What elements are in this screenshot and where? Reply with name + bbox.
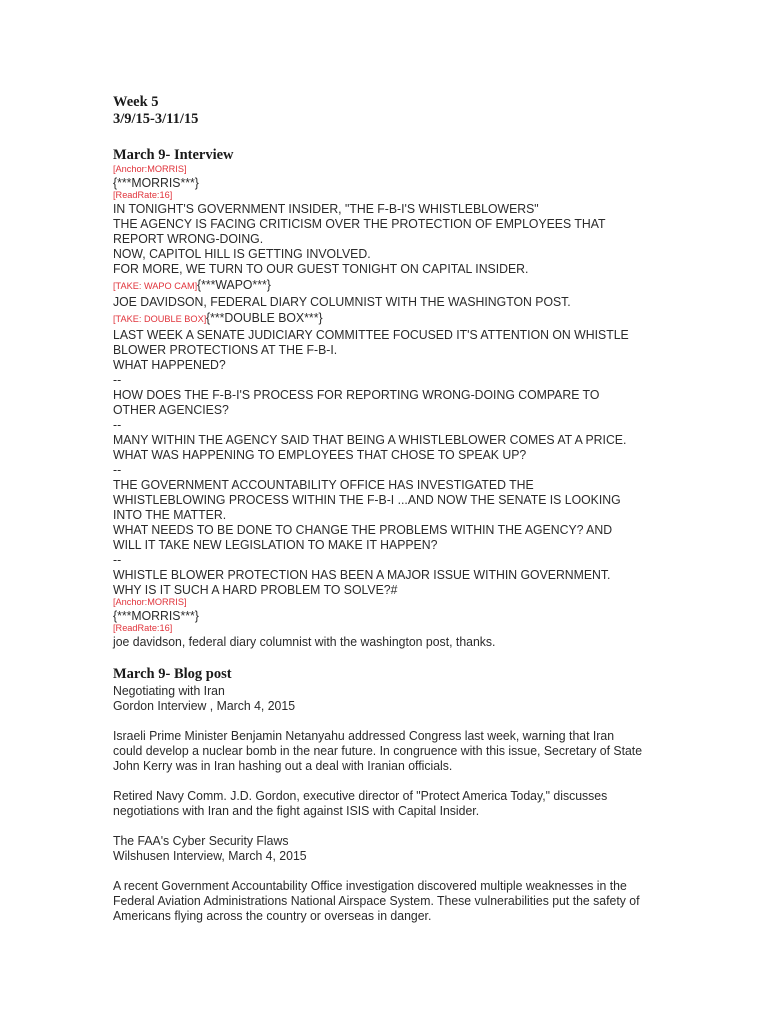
script-line: REPORT WRONG-DOING. bbox=[113, 231, 264, 246]
script-line: THE AGENCY IS FACING CRITICISM OVER THE PROTECTION OF EMPLOYEES THAT bbox=[113, 216, 606, 231]
post-paragraph-line: could develop a nuclear bomb in the near future. In congruence with this issue, Secretary of State bbox=[113, 743, 643, 758]
take-box-text: {***DOUBLE BOX***} bbox=[206, 310, 323, 325]
take-wapo-text: {***WAPO***} bbox=[197, 277, 272, 292]
take-wapo-line bbox=[113, 276, 673, 294]
take-box-line bbox=[113, 309, 673, 327]
script-line: THE GOVERNMENT ACCOUNTABILITY OFFICE HAS INVESTIGATED THE bbox=[113, 477, 534, 492]
script-line: HOW DOES THE F-B-I'S PROCESS FOR REPORTING WRONG-DOING COMPARE TO bbox=[113, 387, 600, 402]
readrate-tag: [ReadRate:16] bbox=[113, 190, 173, 200]
separator-line: -- bbox=[113, 417, 122, 432]
post-paragraph-line: Retired Navy Comm. J.D. Gordon, executive director of "Protect America Today," discusses bbox=[113, 788, 608, 803]
anchor-tag: [Anchor:MORRIS] bbox=[113, 597, 187, 607]
anchor-name: {***MORRIS***} bbox=[113, 175, 199, 190]
anchor-tag: [Anchor:MORRIS] bbox=[113, 164, 187, 174]
anchor-name: {***MORRIS***} bbox=[113, 608, 199, 623]
separator-line: -- bbox=[113, 552, 122, 567]
readrate-tag: [ReadRate:16] bbox=[113, 623, 173, 633]
post-title: Negotiating with Iran bbox=[113, 683, 225, 698]
closing-line: joe davidson, federal diary columnist with the washington post, thanks. bbox=[113, 634, 496, 649]
script-line: WHAT WAS HAPPENING TO EMPLOYEES THAT CHOSE TO SPEAK UP? bbox=[113, 447, 527, 462]
separator-line: -- bbox=[113, 372, 122, 387]
interview-heading: March 9- Interview bbox=[113, 147, 234, 163]
guest-line: JOE DAVIDSON, FEDERAL DIARY COLUMNIST WITH THE WASHINGTON POST. bbox=[113, 294, 571, 309]
week-title: Week 5 bbox=[113, 94, 159, 110]
script-line: NOW, CAPITOL HILL IS GETTING INVOLVED. bbox=[113, 246, 371, 261]
take-wapo-tag: [TAKE: WAPO CAM] bbox=[113, 281, 198, 291]
post-paragraph-line: John Kerry was in Iran hashing out a deal with Iranian officials. bbox=[113, 758, 453, 773]
script-line: LAST WEEK A SENATE JUDICIARY COMMITTEE FOCUSED IT'S ATTENTION ON WHISTLE bbox=[113, 327, 629, 342]
post-paragraph-line: Americans flying across the country or overseas in danger. bbox=[113, 908, 432, 923]
document-page bbox=[113, 94, 673, 923]
post-byline: Gordon Interview , March 4, 2015 bbox=[113, 698, 296, 713]
post-paragraph-line: Federal Aviation Administrations National Airspace System. These vulnerabilities put the safety of bbox=[113, 893, 640, 908]
post-byline: Wilshusen Interview, March 4, 2015 bbox=[113, 848, 307, 863]
take-box-tag: [TAKE: DOUBLE BOX] bbox=[113, 314, 207, 324]
script-line: WHISTLE BLOWER PROTECTION HAS BEEN A MAJOR ISSUE WITHIN GOVERNMENT. bbox=[113, 567, 611, 582]
post-title: The FAA's Cyber Security Flaws bbox=[113, 833, 289, 848]
separator-line: -- bbox=[113, 462, 122, 477]
script-line: WILL IT TAKE NEW LEGISLATION TO MAKE IT HAPPEN? bbox=[113, 537, 438, 552]
blog-heading: March 9- Blog post bbox=[113, 666, 232, 682]
date-range: 3/9/15-3/11/15 bbox=[113, 111, 199, 127]
post-paragraph-line: Israeli Prime Minister Benjamin Netanyahu addressed Congress last week, warning that Iran bbox=[113, 728, 615, 743]
script-line: INTO THE MATTER. bbox=[113, 507, 227, 522]
script-line: WHAT NEEDS TO BE DONE TO CHANGE THE PROBLEMS WITHIN THE AGENCY? AND bbox=[113, 522, 613, 537]
post-paragraph-line: A recent Government Accountability Office investigation discovered multiple weaknesses in the bbox=[113, 878, 627, 893]
script-line: OTHER AGENCIES? bbox=[113, 402, 229, 417]
script-line: FOR MORE, WE TURN TO OUR GUEST TONIGHT ON CAPITAL INSIDER. bbox=[113, 261, 529, 276]
script-line: WHISTLEBLOWING PROCESS WITHIN THE F-B-I ...AND NOW THE SENATE IS LOOKING bbox=[113, 492, 621, 507]
script-line: BLOWER PROTECTIONS AT THE F-B-I. bbox=[113, 342, 338, 357]
script-line: WHAT HAPPENED? bbox=[113, 357, 226, 372]
script-line: WHY IS IT SUCH A HARD PROBLEM TO SOLVE?# bbox=[113, 582, 398, 597]
script-line: MANY WITHIN THE AGENCY SAID THAT BEING A WHISTLEBLOWER COMES AT A PRICE. bbox=[113, 432, 627, 447]
script-line: IN TONIGHT'S GOVERNMENT INSIDER, "THE F-B-I'S WHISTLEBLOWERS" bbox=[113, 201, 539, 216]
post-paragraph-line: negotiations with Iran and the fight against ISIS with Capital Insider. bbox=[113, 803, 480, 818]
